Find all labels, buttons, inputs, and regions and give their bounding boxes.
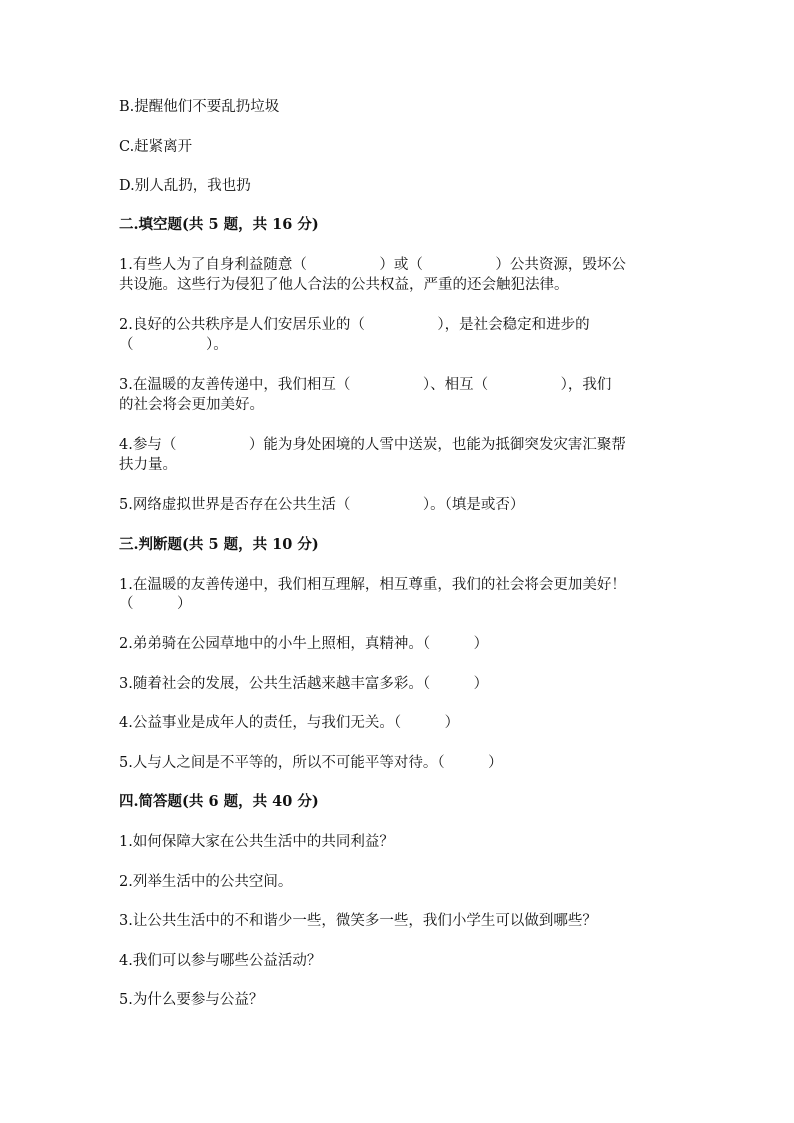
sa-q3: 3.让公共生活中的不和谐少一些，微笑多一些，我们小学生可以做到哪些？ (119, 913, 597, 929)
option-c: C.赶紧离开 (119, 139, 193, 155)
fill-q4-line2: 扶力量。 (119, 457, 177, 473)
tf-q4: 4.公益事业是成年人的责任，与我们无关。（ ） (119, 715, 460, 731)
fill-q1-line1: 1.有些人为了自身利益随意（ ）或（ ）公共资源，毁坏公 (119, 257, 626, 273)
tf-q5: 5.人与人之间是不平等的，所以不可能平等对待。（ ） (119, 755, 503, 771)
tf-q1-line2: （ ） (119, 596, 192, 612)
fill-q3-line1: 3.在温暖的友善传递中，我们相互（ ）、相互（ ），我们 (119, 377, 612, 393)
tf-q3: 3.随着社会的发展，公共生活越来越丰富多彩。（ ） (119, 676, 489, 692)
fill-q3-line2: 的社会将会更加美好。 (119, 397, 264, 413)
sa-q4: 4.我们可以参与哪些公益活动？ (119, 953, 322, 969)
tf-q2: 2.弟弟骑在公园草地中的小牛上照相，真精神。（ ） (119, 636, 489, 652)
tf-q1-line1: 1.在温暖的友善传递中，我们相互理解，相互尊重，我们的社会将会更加美好！ (119, 577, 626, 593)
sa-q1: 1.如何保障大家在公共生活中的共同利益？ (119, 834, 394, 850)
section-heading-short-answer: 四.简答题(共 6 题，共 40 分) (119, 793, 319, 810)
fill-q2-line1: 2.良好的公共秩序是人们安居乐业的（ ），是社会稳定和进步的 (119, 317, 590, 333)
fill-q5: 5.网络虚拟世界是否存在公共生活（ ）。（填是或否） (119, 497, 525, 513)
sa-q5: 5.为什么要参与公益？ (119, 992, 264, 1008)
fill-q1-line2: 共设施。这些行为侵犯了他人合法的公共权益，严重的还会触犯法律。 (119, 277, 569, 293)
option-d: D.别人乱扔，我也扔 (119, 178, 251, 194)
sa-q2: 2.列举生活中的公共空间。 (119, 874, 293, 890)
section-heading-fill-blank: 二.填空题(共 5 题，共 16 分) (119, 216, 319, 233)
fill-q4-line1: 4.参与（ ）能为身处困境的人雪中送炭，也能为抵御突发灾害汇聚帮 (119, 437, 626, 453)
option-b: B.提醒他们不要乱扔垃圾 (119, 99, 280, 115)
section-heading-true-false: 三.判断题(共 5 题，共 10 分) (119, 536, 319, 553)
fill-q2-line2: （ ）。 (119, 337, 228, 353)
